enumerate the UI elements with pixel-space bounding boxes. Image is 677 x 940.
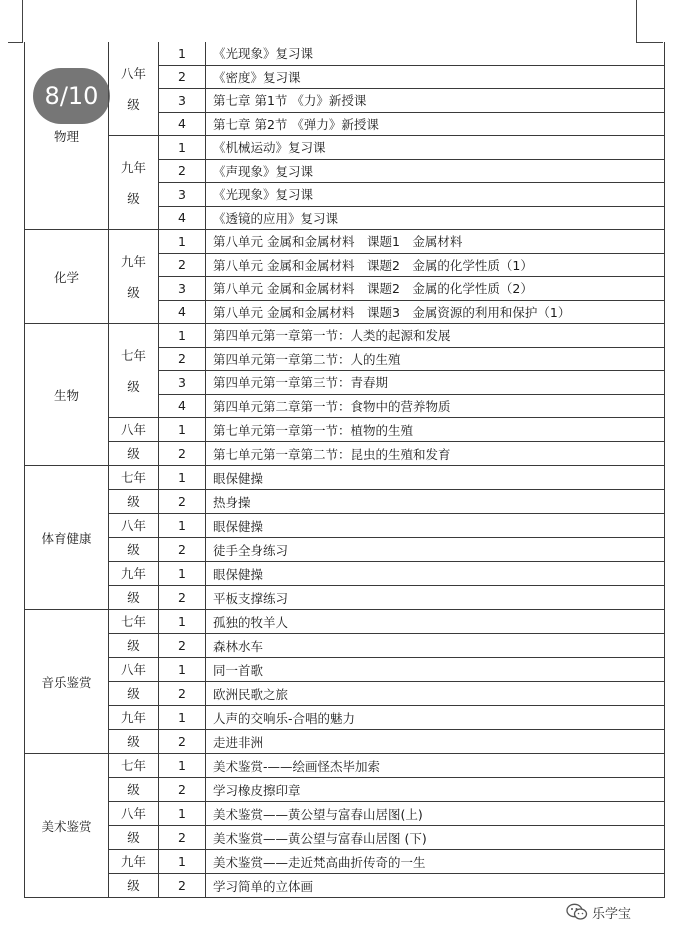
watermark bbox=[566, 902, 631, 922]
table-row bbox=[25, 514, 665, 538]
lesson-number: 2 bbox=[159, 682, 206, 706]
grade-cell: 七年 bbox=[109, 466, 159, 490]
table-row bbox=[25, 324, 665, 348]
lesson-number: 1 bbox=[159, 754, 206, 778]
lesson-content: 眼保健操 bbox=[206, 466, 665, 490]
lesson-content: 《透镜的应用》复习课 bbox=[206, 206, 665, 230]
lesson-content: 第四单元第一章第一节：人类的起源和发展 bbox=[206, 324, 665, 348]
table-row bbox=[25, 658, 665, 682]
lesson-content: 第七单元第一章第二节：昆虫的生殖和发育 bbox=[206, 442, 665, 466]
table-row bbox=[25, 418, 665, 442]
lesson-number: 2 bbox=[159, 347, 206, 371]
lesson-content: 学习简单的立体画 bbox=[206, 874, 665, 898]
lesson-content: 《光现象》复习课 bbox=[206, 42, 665, 65]
lesson-number: 1 bbox=[159, 418, 206, 442]
lesson-content: 美术鉴赏-——绘画怪杰毕加索 bbox=[206, 754, 665, 778]
lesson-content: 孤独的牧羊人 bbox=[206, 610, 665, 634]
lesson-content: 第八单元 金属和金属材料 课题1 金属材料 bbox=[206, 230, 665, 254]
table-row bbox=[25, 42, 665, 65]
grade-cell: 七年 bbox=[109, 754, 159, 778]
lesson-content: 第四单元第二章第一节：食物中的营养物质 bbox=[206, 394, 665, 418]
lesson-content: 同一首歌 bbox=[206, 658, 665, 682]
grade-cell: 级 bbox=[109, 538, 159, 562]
course-schedule-table bbox=[24, 42, 665, 898]
lesson-number: 2 bbox=[159, 65, 206, 89]
lesson-number: 1 bbox=[159, 706, 206, 730]
grade-cell: 九年 bbox=[109, 850, 159, 874]
table-row bbox=[25, 730, 665, 754]
lesson-number: 4 bbox=[159, 300, 206, 324]
lesson-content: 学习橡皮擦印章 bbox=[206, 778, 665, 802]
lesson-number: 1 bbox=[159, 658, 206, 682]
grade-cell: 九年 级 bbox=[109, 230, 159, 324]
grade-cell: 级 bbox=[109, 586, 159, 610]
grade-cell: 八年 bbox=[109, 514, 159, 538]
lesson-content: 第七章 第2节 《弹力》新授课 bbox=[206, 112, 665, 136]
lesson-number: 1 bbox=[159, 610, 206, 634]
lesson-number: 2 bbox=[159, 874, 206, 898]
crop-mark-right bbox=[636, 0, 663, 43]
grade-cell: 八年 bbox=[109, 418, 159, 442]
lesson-number: 2 bbox=[159, 490, 206, 514]
crop-mark-left bbox=[8, 0, 23, 43]
table-row bbox=[25, 562, 665, 586]
grade-cell: 级 bbox=[109, 826, 159, 850]
grade-cell: 级 bbox=[109, 874, 159, 898]
lesson-number: 2 bbox=[159, 586, 206, 610]
table-row bbox=[25, 778, 665, 802]
lesson-content: 美术鉴赏——走近梵高曲折传奇的一生 bbox=[206, 850, 665, 874]
grade-cell: 八年 bbox=[109, 658, 159, 682]
lesson-content: 第七章 第1节 《力》新授课 bbox=[206, 89, 665, 113]
lesson-content: 第八单元 金属和金属材料 课题2 金属的化学性质（2） bbox=[206, 277, 665, 301]
grade-cell: 级 bbox=[109, 634, 159, 658]
lesson-number: 2 bbox=[159, 253, 206, 277]
lesson-content: 欧洲民歌之旅 bbox=[206, 682, 665, 706]
table-row bbox=[25, 586, 665, 610]
lesson-number: 4 bbox=[159, 206, 206, 230]
lesson-content: 《密度》复习课 bbox=[206, 65, 665, 89]
grade-cell: 七年 bbox=[109, 610, 159, 634]
lesson-content: 眼保健操 bbox=[206, 562, 665, 586]
table-row bbox=[25, 230, 665, 254]
lesson-number: 2 bbox=[159, 634, 206, 658]
table-row bbox=[25, 682, 665, 706]
table-row bbox=[25, 802, 665, 826]
lesson-number: 1 bbox=[159, 562, 206, 586]
table-row bbox=[25, 136, 665, 160]
lesson-content: 美术鉴赏——黄公望与富春山居图 (下) bbox=[206, 826, 665, 850]
lesson-content: 平板支撑练习 bbox=[206, 586, 665, 610]
grade-cell: 九年 级 bbox=[109, 136, 159, 230]
lesson-content: 眼保健操 bbox=[206, 514, 665, 538]
lesson-number: 2 bbox=[159, 538, 206, 562]
table-row bbox=[25, 826, 665, 850]
lesson-number: 1 bbox=[159, 802, 206, 826]
subject-cell: 生物 bbox=[25, 324, 109, 466]
lesson-content: 人声的交响乐-合唱的魅力 bbox=[206, 706, 665, 730]
lesson-number: 1 bbox=[159, 136, 206, 160]
lesson-number: 3 bbox=[159, 89, 206, 113]
lesson-number: 1 bbox=[159, 850, 206, 874]
subject-cell: 音乐鉴赏 bbox=[25, 610, 109, 754]
table-row bbox=[25, 754, 665, 778]
lesson-content: 《光现象》复习课 bbox=[206, 183, 665, 207]
grade-cell: 九年 bbox=[109, 706, 159, 730]
table-row bbox=[25, 874, 665, 898]
grade-cell: 级 bbox=[109, 730, 159, 754]
lesson-number: 1 bbox=[159, 466, 206, 490]
lesson-content: 第八单元 金属和金属材料 课题3 金属资源的利用和保护（1） bbox=[206, 300, 665, 324]
watermark-text: 乐学宝 bbox=[592, 906, 632, 922]
table-row bbox=[25, 442, 665, 466]
subject-cell: 物理 bbox=[25, 42, 109, 230]
grade-cell: 级 bbox=[109, 682, 159, 706]
lesson-content: 第八单元 金属和金属材料 课题2 金属的化学性质（1） bbox=[206, 253, 665, 277]
lesson-content: 《机械运动》复习课 bbox=[206, 136, 665, 160]
grade-cell: 级 bbox=[109, 778, 159, 802]
table-row bbox=[25, 634, 665, 658]
lesson-content: 走进非洲 bbox=[206, 730, 665, 754]
subject-cell: 化学 bbox=[25, 230, 109, 324]
grade-cell: 级 bbox=[109, 490, 159, 514]
wechat-icon bbox=[566, 903, 588, 921]
lesson-content: 第四单元第一章第三节：青春期 bbox=[206, 371, 665, 395]
lesson-number: 3 bbox=[159, 183, 206, 207]
table-row bbox=[25, 706, 665, 730]
table-row bbox=[25, 610, 665, 634]
table-row bbox=[25, 538, 665, 562]
lesson-number: 2 bbox=[159, 778, 206, 802]
grade-cell: 八年 bbox=[109, 802, 159, 826]
lesson-number: 1 bbox=[159, 514, 206, 538]
grade-cell: 九年 bbox=[109, 562, 159, 586]
lesson-number: 4 bbox=[159, 112, 206, 136]
lesson-number: 3 bbox=[159, 371, 206, 395]
lesson-content: 《声现象》复习课 bbox=[206, 159, 665, 183]
lesson-number: 2 bbox=[159, 159, 206, 183]
lesson-number: 1 bbox=[159, 230, 206, 254]
lesson-number: 1 bbox=[159, 42, 206, 65]
lesson-number: 2 bbox=[159, 442, 206, 466]
lesson-number: 3 bbox=[159, 277, 206, 301]
schedule-body bbox=[25, 42, 665, 898]
table-row bbox=[25, 490, 665, 514]
lesson-number: 2 bbox=[159, 730, 206, 754]
grade-cell: 八年 级 bbox=[109, 42, 159, 136]
lesson-number: 4 bbox=[159, 394, 206, 418]
lesson-content: 第七单元第一章第一节：植物的生殖 bbox=[206, 418, 665, 442]
grade-cell: 七年 级 bbox=[109, 324, 159, 418]
table-row bbox=[25, 850, 665, 874]
lesson-number: 1 bbox=[159, 324, 206, 348]
lesson-content: 森林水车 bbox=[206, 634, 665, 658]
table-row bbox=[25, 466, 665, 490]
grade-cell: 级 bbox=[109, 442, 159, 466]
lesson-content: 第四单元第一章第二节：人的生殖 bbox=[206, 347, 665, 371]
lesson-content: 徒手全身练习 bbox=[206, 538, 665, 562]
lesson-content: 美术鉴赏——黄公望与富春山居图(上) bbox=[206, 802, 665, 826]
subject-cell: 体育健康 bbox=[25, 466, 109, 610]
lesson-number: 2 bbox=[159, 826, 206, 850]
page-counter-badge: 8/10 bbox=[33, 68, 110, 124]
lesson-content: 热身操 bbox=[206, 490, 665, 514]
subject-cell: 美术鉴赏 bbox=[25, 754, 109, 898]
